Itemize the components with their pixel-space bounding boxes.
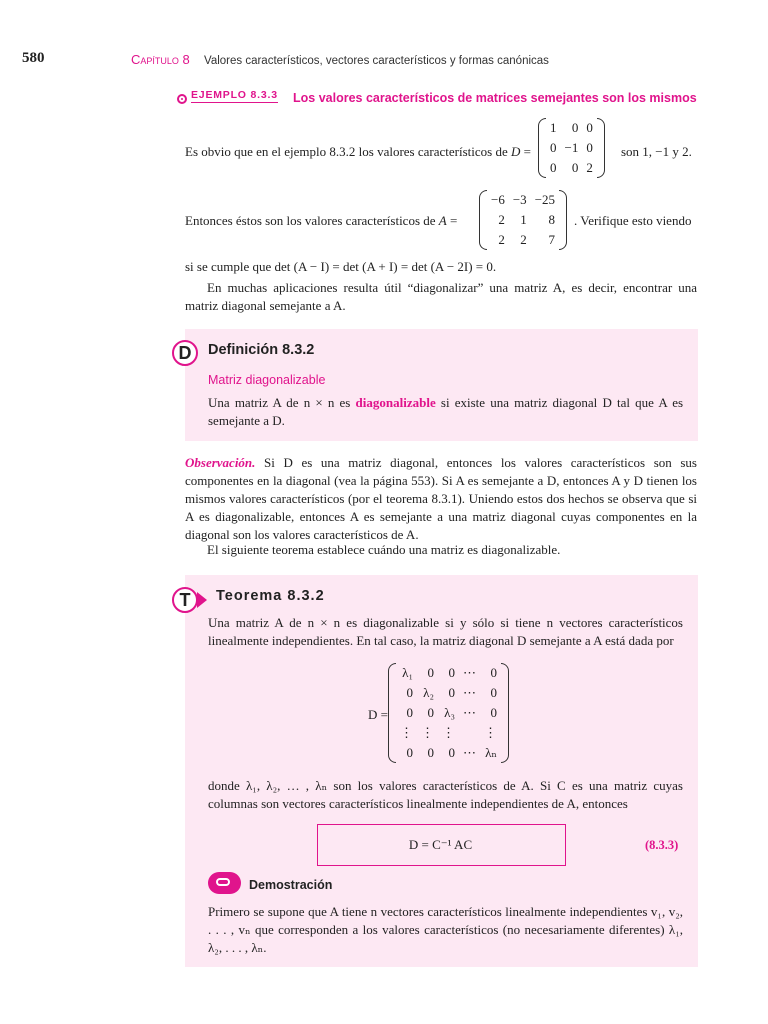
example-line-1-text: Es obvio que en el ejemplo 8.3.2 los valores característicos de bbox=[185, 144, 508, 159]
matrix-a bbox=[479, 190, 567, 250]
matrix-cell: ⋯ bbox=[463, 745, 476, 760]
example-label: EJEMPLO 8.3.3 bbox=[191, 89, 278, 101]
matrix-cell: 0 bbox=[490, 665, 497, 680]
theorem-after-matrix: donde λ₁, λ₂, … , λₙ son los valores característicos de A. Si C es una matriz cuyas columnas son vectores característicos linealmente independientes de A, entonces bbox=[208, 778, 683, 811]
chapter-title: Valores característicos, vectores característicos y formas canónicas bbox=[204, 55, 549, 67]
page-number: 580 bbox=[22, 50, 45, 66]
theorem-body: Una matriz A de n × n es diagonalizable si y sólo si tiene n vectores característicos linealmente independientes. En tal caso, la matriz diagonal D semejante a A está dada por bbox=[208, 615, 683, 648]
matrix-cell: ⋮ bbox=[442, 725, 455, 740]
matrix-cell: 2 bbox=[586, 160, 593, 175]
theorem-heading: Teorema 8.3.2 bbox=[216, 588, 325, 604]
matrix-bracket-left bbox=[388, 663, 396, 763]
definition-body-end: si existe una matriz diagonal D tal que A es semejante a D. bbox=[208, 395, 684, 428]
matrix-cell: 0 bbox=[448, 745, 455, 760]
theorem-matrix-label: D = bbox=[368, 707, 388, 722]
example-line-2: Entonces éstos son los valores característicos de A = bbox=[185, 213, 458, 228]
definition-body bbox=[208, 394, 683, 430]
observation-paragraph bbox=[185, 454, 697, 544]
matrix-d-table bbox=[546, 118, 597, 178]
example-line-1: Es obvio que en el ejemplo 8.3.2 los valores característicos de D = bbox=[185, 144, 531, 159]
matrix-row bbox=[546, 158, 597, 178]
theorem-arrow-icon bbox=[197, 592, 207, 608]
proof-heading: Demostración bbox=[249, 878, 333, 892]
example-title: Los valores característicos de matrices semejantes son los mismos bbox=[293, 91, 697, 105]
matrix-cell: −6 bbox=[491, 192, 505, 207]
matrix-row bbox=[396, 663, 501, 683]
matrix-cell: −25 bbox=[534, 192, 556, 207]
definition-subtitle: Matriz diagonalizable bbox=[208, 373, 326, 387]
matrix-d bbox=[538, 118, 605, 178]
matrix-bracket-left bbox=[538, 118, 546, 178]
matrix-row bbox=[396, 723, 501, 743]
matrix-cell: 0 bbox=[586, 120, 593, 135]
matrix-cell: ⋮ bbox=[484, 725, 497, 740]
matrix-bracket-right bbox=[559, 190, 567, 250]
matrix-cell: λ₁ bbox=[402, 665, 413, 680]
matrix-cell: ⋯ bbox=[463, 705, 476, 720]
example-line-2-end: . Verifique esto viendo bbox=[574, 213, 692, 228]
matrix-row bbox=[396, 743, 501, 763]
pointing-hand-icon bbox=[208, 872, 241, 894]
matrix-bracket-right bbox=[597, 118, 605, 178]
observation-label: Observación. bbox=[185, 455, 256, 470]
matrix-row bbox=[487, 210, 559, 230]
matrix-cell: ⋯ bbox=[463, 665, 476, 680]
matrix-cell: 0 bbox=[490, 685, 497, 700]
matrix-lambda-table bbox=[396, 663, 501, 763]
definition-badge-icon: D bbox=[172, 340, 198, 366]
matrix-cell: 0 bbox=[586, 140, 593, 155]
matrix-cell: 1 bbox=[520, 212, 527, 227]
matrix-bracket-right bbox=[501, 663, 509, 763]
matrix-row bbox=[487, 230, 559, 250]
matrix-row bbox=[396, 703, 501, 723]
matrix-cell: 2 bbox=[520, 232, 527, 247]
matrix-cell: 2 bbox=[498, 232, 505, 247]
matrix-cell: 0 bbox=[448, 665, 455, 680]
matrix-cell: 0 bbox=[550, 140, 557, 155]
chapter-label-text: Capítulo 8 bbox=[131, 52, 190, 67]
matrix-cell: 0 bbox=[427, 705, 434, 720]
matrix-cell: 0 bbox=[448, 685, 455, 700]
matrix-cell: 0 bbox=[550, 160, 557, 175]
equation: D = C⁻¹ AC bbox=[408, 837, 473, 852]
observation-text: Si D es una matriz diagonal, entonces los valores característicos son sus componentes en la diagonal (vea la página 553). Si A es semejante a D, entonces A y D tienen los mismos valores característicos (por el teorema 8.3.1). Uniendo estos dos hechos se observa que si A es diagonalizable, entonces A es semejante a una matriz diagonal cuyas componentes en la diagonal son los valores característicos de A. bbox=[185, 455, 697, 542]
matrix-cell: 0 bbox=[427, 745, 434, 760]
definition-term: diagonalizable bbox=[355, 395, 436, 410]
matrix-cell: 7 bbox=[548, 232, 556, 247]
matrix-cell: λₙ bbox=[485, 745, 497, 760]
matrix-lambda bbox=[388, 663, 509, 763]
example-paragraph: En muchas aplicaciones resulta útil “diagonalizar” una matriz A, es decir, encontrar una matriz diagonal semejante a A. bbox=[185, 280, 697, 313]
matrix-cell: ⋮ bbox=[400, 725, 413, 740]
definition-heading: Definición 8.3.2 bbox=[208, 342, 315, 358]
matrix-cell: 8 bbox=[548, 212, 556, 227]
matrix-cell: ⋯ bbox=[463, 685, 476, 700]
matrix-cell: 0 bbox=[427, 665, 434, 680]
matrix-cell: λ₃ bbox=[444, 705, 455, 720]
equation-number: (8.3.3) bbox=[645, 838, 679, 852]
matrix-cell: −3 bbox=[512, 192, 527, 207]
matrix-cell: 0 bbox=[406, 745, 413, 760]
matrix-row bbox=[487, 190, 559, 210]
matrix-cell: 2 bbox=[498, 212, 505, 227]
theorem-badge-icon: T bbox=[172, 587, 198, 613]
observation-followup: El siguiente teorema establece cuándo una matriz es diagonalizable. bbox=[207, 542, 561, 557]
matrix-row bbox=[396, 683, 501, 703]
matrix-cell: 0 bbox=[406, 685, 413, 700]
matrix-cell: −1 bbox=[564, 140, 579, 155]
matrix-cell: 0 bbox=[406, 705, 413, 720]
matrix-row bbox=[546, 118, 597, 138]
example-line-1-end: son 1, −1 y 2. bbox=[621, 144, 692, 159]
matrix-cell: 0 bbox=[571, 120, 579, 135]
definition-body-start: Una matriz A de n × n es bbox=[208, 395, 351, 410]
proof-body: Primero se supone que A tiene n vectores característicos linealmente independientes v₁, v₂, . . . , vₙ que corresponden a los valores característicos (no necesariamente diferentes) λ₁, λ₂, . . . , λₙ. bbox=[208, 904, 683, 955]
matrix-cell: 0 bbox=[490, 705, 497, 720]
chapter-label bbox=[131, 51, 190, 69]
matrix-a-table bbox=[487, 190, 559, 250]
matrix-cell: 1 bbox=[550, 120, 557, 135]
matrix-cell: ⋮ bbox=[421, 725, 434, 740]
example-line-3: si se cumple que det (A − I) = det (A + I) = det (A − 2I) = 0. bbox=[185, 259, 497, 274]
matrix-cell: 0 bbox=[571, 160, 579, 175]
matrix-cell: λ₂ bbox=[423, 685, 434, 700]
matrix-row bbox=[546, 138, 597, 158]
matrix-bracket-left bbox=[479, 190, 487, 250]
matrix-cell bbox=[459, 723, 480, 743]
example-bullet-icon bbox=[177, 94, 187, 104]
example-line-2-text: Entonces éstos son los valores característicos de bbox=[185, 213, 436, 228]
